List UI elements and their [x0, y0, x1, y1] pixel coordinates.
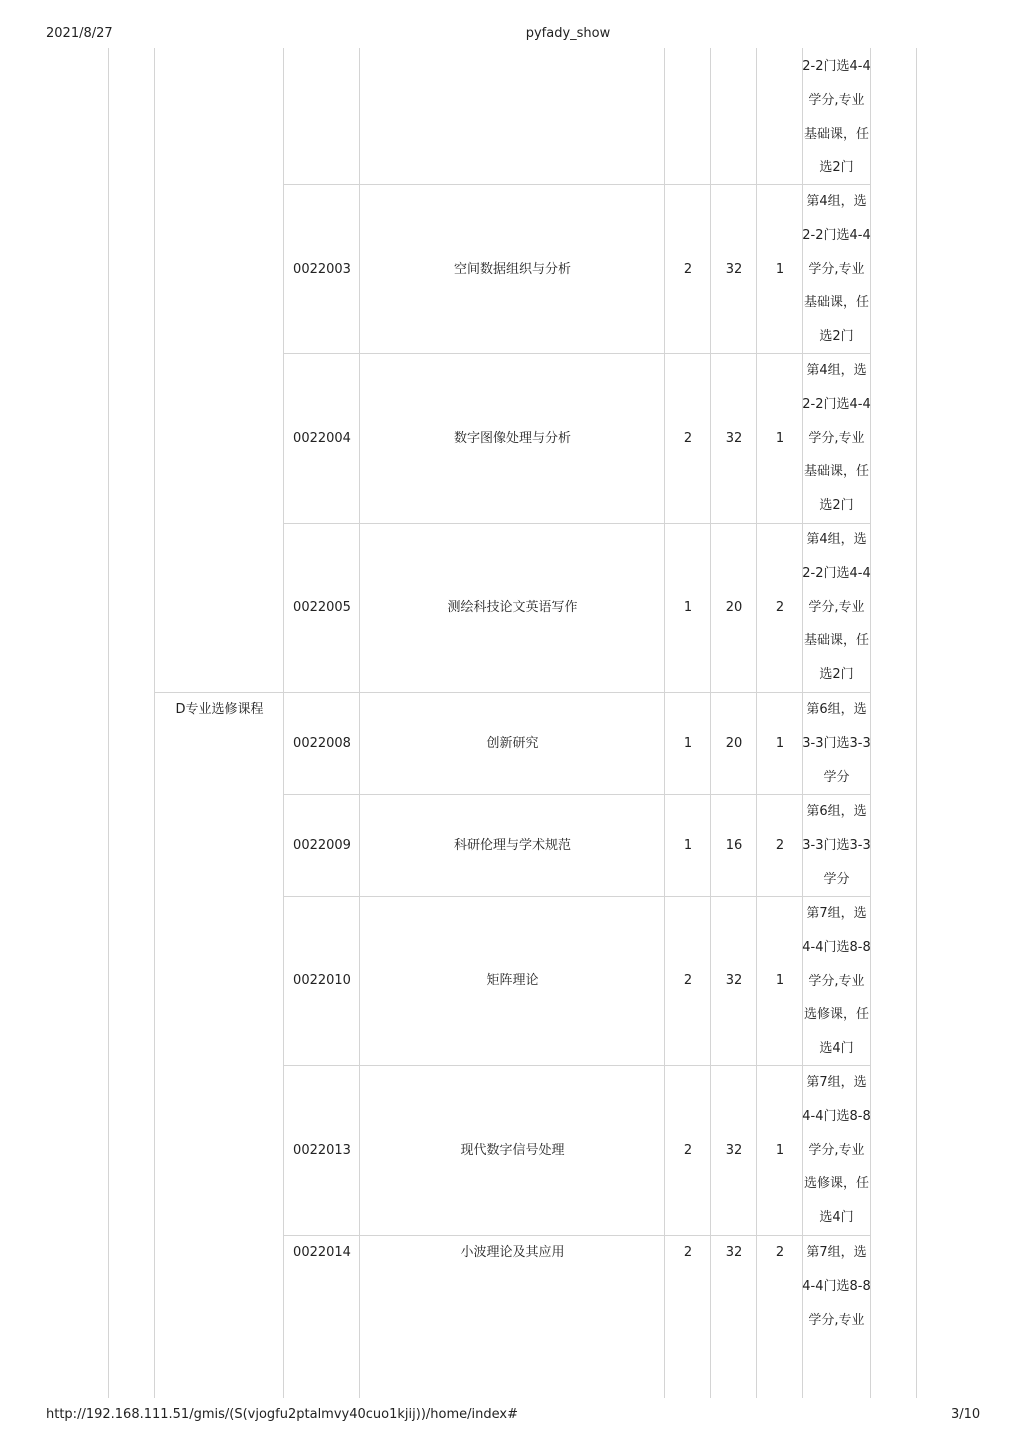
course-name: 创新研究 — [486, 736, 539, 751]
course-code: 0022013 — [293, 1143, 351, 1158]
note-line: 学分 — [823, 769, 850, 785]
note-line: 3-3门选3-3 — [802, 837, 871, 853]
row-divider — [283, 1235, 871, 1236]
row-divider — [283, 794, 871, 795]
note-cell — [802, 185, 871, 354]
table-col-divider — [664, 48, 665, 1398]
row-divider — [283, 353, 871, 354]
course-term: 2 — [775, 600, 785, 615]
note-line: 选2门 — [819, 329, 854, 345]
course-hours: 20 — [725, 600, 743, 615]
note-line: 第6组，选 — [806, 702, 867, 717]
note-line: 第4组，选 — [806, 532, 867, 547]
note-cell — [802, 897, 871, 1066]
note-line: 4-4门选8-8 — [802, 939, 871, 955]
course-name: 数字图像处理与分析 — [453, 431, 571, 446]
row-divider — [283, 184, 871, 185]
course-credits: 2 — [683, 973, 693, 988]
note-line: 2-2门选4-4 — [802, 227, 871, 243]
note-line: 第7组，选 — [806, 1245, 867, 1260]
note-line: 第4组，选 — [806, 194, 867, 209]
course-name: 测绘科技论文英语写作 — [447, 600, 578, 615]
course-credits: 1 — [683, 600, 693, 615]
course-hours: 16 — [725, 838, 743, 853]
note-line: 选修课，任 — [803, 1176, 869, 1192]
note-line: 选修课，任 — [803, 1007, 869, 1023]
note-line: 2-2门选4-4 — [802, 59, 871, 74]
note-line: 基础课，任 — [803, 126, 869, 142]
category-label: D专业选修课程 — [175, 702, 264, 717]
note-line: 第7组，选 — [806, 906, 867, 921]
note-line: 学分 — [823, 871, 850, 887]
note-cell — [802, 795, 871, 896]
note-cell — [802, 354, 871, 523]
table-col-divider — [756, 48, 757, 1398]
note-line: 选2门 — [819, 667, 854, 683]
note-cell — [802, 1066, 871, 1235]
table-col-divider — [154, 48, 155, 1398]
note-line: 学分,专业 — [808, 973, 865, 989]
course-code: 0022003 — [293, 262, 351, 277]
note-line: 4-4门选8-8 — [802, 1278, 871, 1294]
course-credits: 2 — [683, 262, 693, 277]
page-title: pyfady_show — [525, 26, 611, 41]
note-cell — [802, 693, 871, 794]
note-cell — [802, 1236, 871, 1337]
course-hours: 32 — [725, 262, 743, 277]
course-hours: 32 — [725, 431, 743, 446]
course-hours: 20 — [725, 736, 743, 751]
note-line: 学分,专业 — [808, 599, 865, 615]
course-hours: 32 — [725, 1143, 743, 1158]
course-name: 矩阵理论 — [486, 973, 539, 988]
footer-url[interactable]: http://192.168.111.51/gmis/(S(vjogfu2ptalmvy40cuo1kjij))/home/index# — [46, 1407, 518, 1422]
note-line: 学分,专业 — [808, 92, 865, 108]
note-line: 4-4门选8-8 — [802, 1108, 871, 1124]
page-number: 3/10 — [951, 1407, 981, 1422]
course-credits: 1 — [683, 736, 693, 751]
course-name: 科研伦理与学术规范 — [453, 838, 571, 853]
note-line: 基础课，任 — [803, 633, 869, 649]
course-term: 1 — [775, 431, 785, 446]
note-line: 选4门 — [819, 1210, 854, 1226]
course-code: 0022004 — [293, 431, 351, 446]
note-line: 学分,专业 — [808, 430, 865, 446]
print-date: 2021/8/27 — [46, 26, 113, 41]
course-credits: 2 — [683, 1245, 693, 1260]
table-col-divider — [283, 48, 284, 1398]
course-name: 小波理论及其应用 — [460, 1245, 565, 1260]
table-border-left — [108, 48, 109, 1398]
course-hours: 32 — [725, 973, 743, 988]
course-credits: 2 — [683, 431, 693, 446]
note-line: 2-2门选4-4 — [802, 565, 871, 581]
row-divider — [154, 692, 871, 693]
note-line: 基础课，任 — [803, 464, 869, 480]
course-term: 1 — [775, 736, 785, 751]
course-credits: 2 — [683, 1143, 693, 1158]
note-line: 基础课，任 — [803, 295, 869, 311]
course-term: 1 — [775, 262, 785, 277]
course-hours: 32 — [725, 1245, 743, 1260]
course-code: 0022014 — [293, 1245, 351, 1260]
course-term: 1 — [775, 1143, 785, 1158]
course-code: 0022008 — [293, 736, 351, 751]
course-code: 0022005 — [293, 600, 351, 615]
table-col-divider — [916, 48, 917, 1398]
course-term: 2 — [775, 838, 785, 853]
course-credits: 1 — [683, 838, 693, 853]
note-cell — [802, 523, 871, 692]
row-divider — [283, 523, 871, 524]
table-col-divider — [710, 48, 711, 1398]
row-divider — [283, 1065, 871, 1066]
course-code: 0022009 — [293, 838, 351, 853]
table-col-divider — [359, 48, 360, 1398]
course-term: 1 — [775, 973, 785, 988]
course-term: 2 — [775, 1245, 785, 1260]
note-line: 第7组，选 — [806, 1075, 867, 1090]
note-line: 选2门 — [819, 498, 854, 514]
note-line: 选4门 — [819, 1041, 854, 1057]
course-code: 0022010 — [293, 973, 351, 988]
course-name: 空间数据组织与分析 — [453, 262, 571, 277]
note-line: 学分,专业 — [808, 1312, 865, 1328]
note-line: 3-3门选3-3 — [802, 735, 871, 751]
note-line: 选2门 — [819, 160, 854, 176]
note-line: 第4组，选 — [806, 363, 867, 378]
course-name: 现代数字信号处理 — [460, 1143, 565, 1158]
note-cell — [802, 50, 871, 185]
note-line: 2-2门选4-4 — [802, 396, 871, 412]
row-divider — [283, 896, 871, 897]
note-line: 第6组，选 — [806, 804, 867, 819]
note-line: 学分,专业 — [808, 261, 865, 277]
note-line: 学分,专业 — [808, 1142, 865, 1158]
